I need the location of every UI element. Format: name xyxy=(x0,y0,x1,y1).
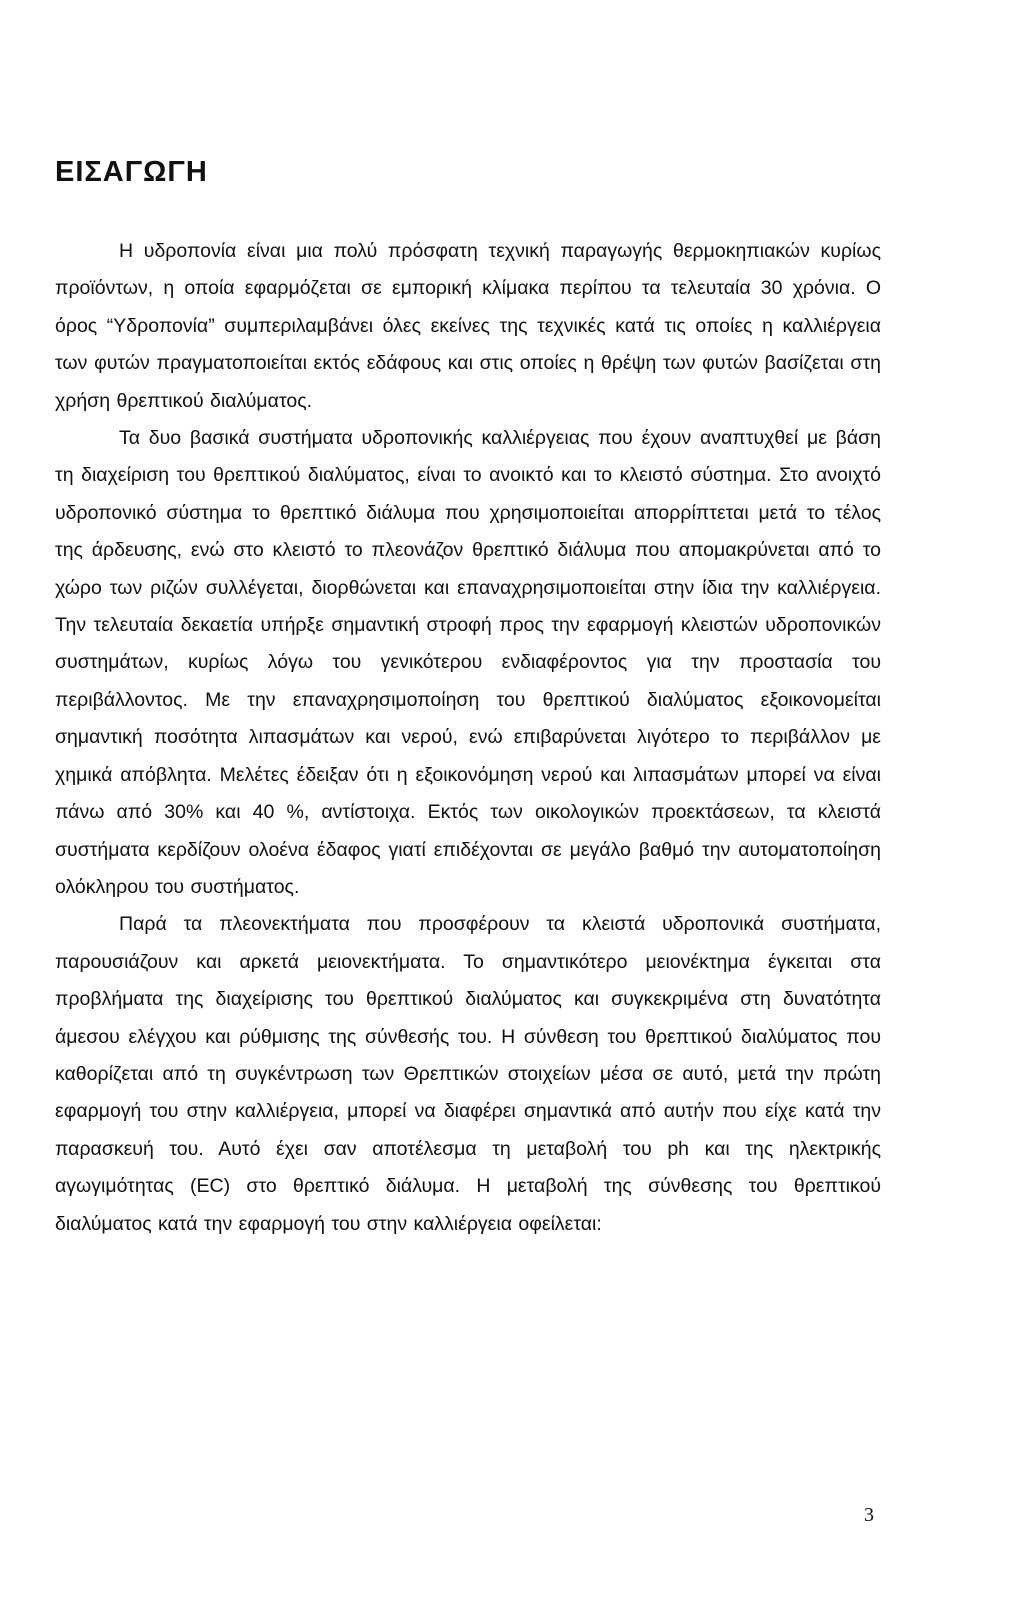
paragraph-2: Τα δυο βασικά συστήματα υδροπονικής καλλιέργειας που έχουν αναπτυχθεί με βάση τη διαχείριση του θρεπτικού διαλύματος, είναι το ανοικτό και το κλειστό σύστημα. Στο ανοιχτό υδροπονικό σύστημα το θρεπτικό διάλυμα που χρησιμοποιείται απορρίπτεται μετά το τέλος της άρδευσης, ενώ στο κλειστό το πλεονάζον θρεπτικό διάλυμα που απομακρύνεται από το χώρο των ριζών συλλέγεται, διορθώνεται και επαναχρησιμοποιείται στην ίδια την καλλιέργεια. Την τελευταία δεκαετία υπήρξε σημαντική στροφή προς την εφαρμογή κλειστών υδροπονικών συστημάτων, κυρίως λόγω του γενικότερου ενδιαφέροντος για την προστασία του περιβάλλοντος. Με την επαναχρησιμοποίηση του θρεπτικού διαλύματος εξοικονομείται σημαντική ποσότητα λιπασμάτων και νερού, ενώ επιβαρύνεται λιγότερο το περιβάλλον με χημικά απόβλητα. Μελέτες έδειξαν ότι η εξοικονόμηση νερού και λιπασμάτων μπορεί να είναι πάνω από 30% και 40 %, αντίστοιχα. Εκτός των οικολογικών προεκτάσεων, τα κλειστά συστήματα κερδίζουν ολοένα έδαφος γιατί επιδέχονται σε μεγάλο βαθμό την αυτοματοποίηση ολόκληρου του συστήματος. xyxy=(55,427,881,898)
page-number: 3 xyxy=(864,1504,874,1526)
section-heading: ΕΙΣΑΓΩΓΗ xyxy=(55,156,208,188)
paragraph-3: Παρά τα πλεονεκτήματα που προσφέρουν τα κλειστά υδροπονικά συστήματα, παρουσιάζουν και αρκετά μειονεκτήματα. Το σημαντικότερο μειονέκτημα έγκειται στα προβλήματα της διαχείρισης του θρεπτικού διαλύματος και συγκεκριμένα στη δυνατότητα άμεσου ελέγχου και ρύθμισης της σύνθεσής του. Η σύνθεση του θρεπτικού διαλύματος που καθορίζεται από τη συγκέντρωση των Θρεπτικών στοιχείων μέσα σε αυτό, μετά την πρώτη εφαρμογή του στην καλλιέργεια, μπορεί να διαφέρει σημαντικά από αυτήν που είχε κατά την παρασκευή του. Αυτό έχει σαν αποτέλεσμα τη μεταβολή του ph και της ηλεκτρικής αγωγιμότητας (EC) στο θρεπτικό διάλυμα. Η μεταβολή της σύνθεσης του θρεπτικού διαλύματος κατά την εφαρμογή του στην καλλιέργεια οφείλεται: xyxy=(55,913,881,1235)
paragraph-1: Η υδροπονία είναι μια πολύ πρόσφατη τεχνική παραγωγής θερμοκηπιακών κυρίως προϊόντων, η οποία εφαρμόζεται σε εμπορική κλίμακα περίπου τα τελευταία 30 χρόνια. Ο όρος “Υδροπονία” συμπεριλαμβάνει όλες εκείνες της τεχνικές κατά τις οποίες η καλλιέργεια των φυτών πραγματοποιείται εκτός εδάφους και στις οποίες η θρέψη των φυτών βασίζεται στη χρήση θρεπτικού διαλύματος. xyxy=(55,240,881,412)
body-text xyxy=(55,233,881,1243)
